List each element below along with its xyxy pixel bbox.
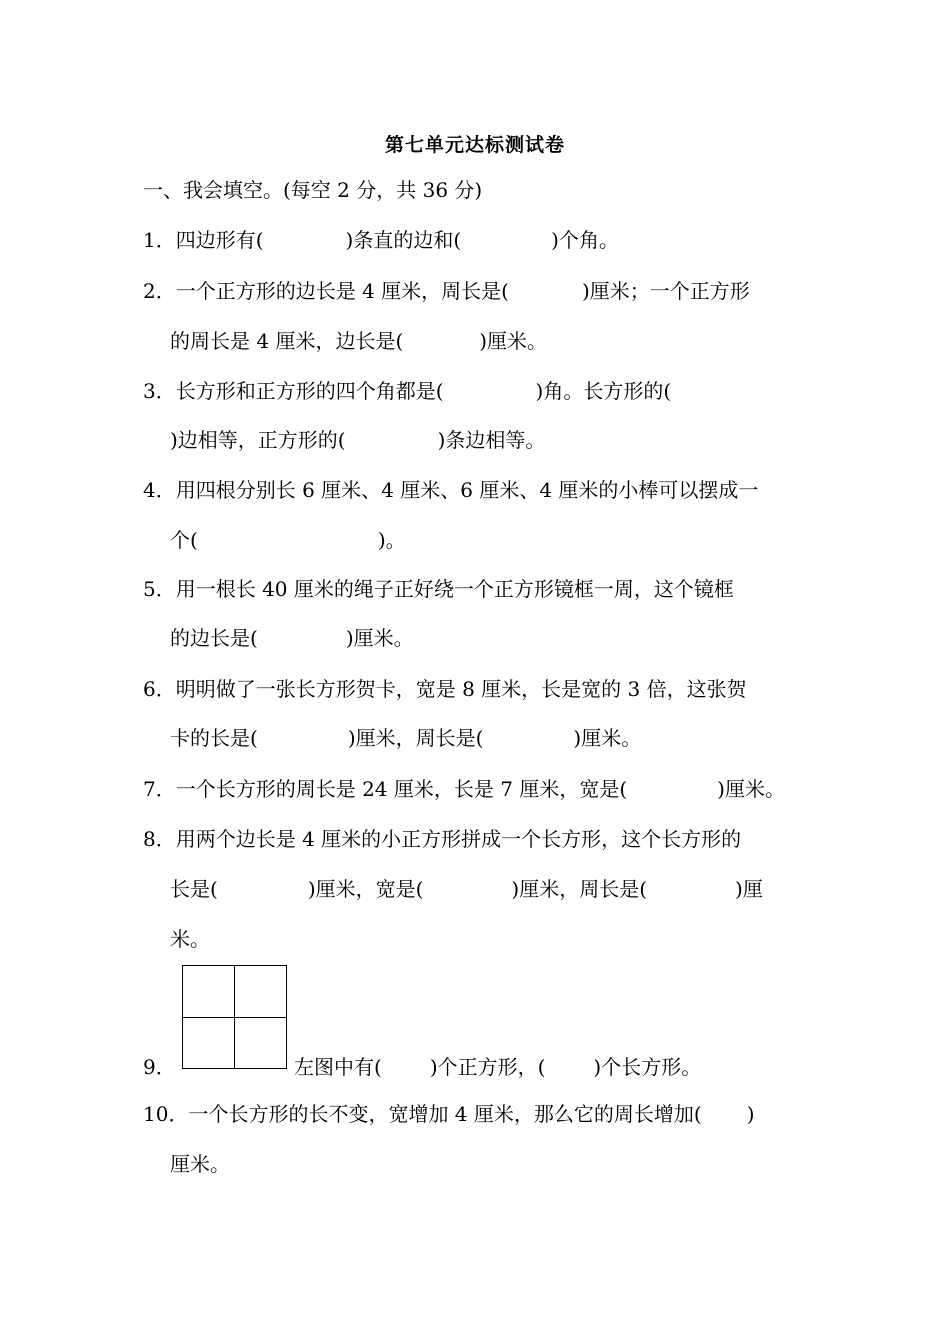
question-5-line-1: 5．用一根长 40 厘米的绳子正好绕一个正方形镜框一周，这个镜框: [143, 577, 734, 601]
q6-text-b: )厘米，周长是(: [347, 726, 484, 750]
q8-text-d: )厘: [735, 877, 763, 901]
q3-text-c: )边相等，正方形的(: [170, 428, 346, 452]
q9-text-a: 左图中有(: [294, 1055, 382, 1079]
q1-text-b: )条直的边和(: [345, 228, 462, 252]
q2-text-a: 2．一个正方形的边长是 4 厘米，周长是(: [143, 279, 509, 303]
question-6-line-2: [170, 728, 641, 748]
q8-text-b: )厘米，宽是(: [307, 877, 424, 901]
question-7: [143, 779, 785, 799]
q6-text-a: 卡的长是(: [170, 726, 258, 750]
section-heading: 一、我会填空。(每空 2 分，共 36 分): [143, 178, 483, 202]
question-3-line-2: [170, 430, 545, 450]
question-2-line-1: [143, 281, 750, 301]
four-square-figure: [182, 965, 287, 1069]
question-10-line-1: [143, 1104, 755, 1124]
q4-text-b: )。: [377, 528, 406, 552]
question-9: [294, 1057, 701, 1077]
question-8-line-2: [170, 879, 763, 899]
question-2-line-2: [170, 331, 547, 351]
question-10-line-2: 厘米。: [170, 1152, 230, 1176]
question-1: [143, 230, 619, 250]
question-8-line-3: 米。: [170, 927, 210, 951]
q10-text-b: ): [746, 1102, 755, 1126]
question-6-line-1: 6．明明做了一张长方形贺卡，宽是 8 厘米，长是宽的 3 倍，这张贺: [143, 677, 747, 701]
question-4-line-2: [170, 530, 406, 550]
q5-text-a: 的边长是(: [170, 626, 258, 650]
q3-text-a: 3．长方形和正方形的四个角都是(: [143, 379, 444, 403]
q1-text-c: )个角。: [551, 228, 619, 252]
q2-text-d: )厘米。: [479, 329, 548, 353]
q3-text-d: )条边相等。: [437, 428, 546, 452]
q6-text-c: )厘米。: [573, 726, 642, 750]
q8-text-a: 长是(: [170, 877, 218, 901]
q1-text-a: 1．四边形有(: [143, 228, 264, 252]
q2-text-b: )厘米；一个正方形: [581, 279, 750, 303]
q9-text-b: )个正方形，(: [429, 1055, 546, 1079]
q10-text-a: 10．一个长方形的长不变，宽增加 4 厘米，那么它的周长增加(: [143, 1102, 702, 1126]
q9-text-c: )个长方形。: [593, 1055, 702, 1079]
q4-text-a: 个(: [170, 528, 198, 552]
q3-text-b: )角。长方形的(: [535, 379, 672, 403]
question-3-line-1: [143, 381, 671, 401]
question-5-line-2: [170, 628, 414, 648]
q7-text-a: 7．一个长方形的周长是 24 厘米，长是 7 厘米，宽是(: [143, 777, 628, 801]
question-4-line-1: 4．用四根分别长 6 厘米、4 厘米、6 厘米、4 厘米的小棒可以摆成一: [143, 478, 759, 502]
q7-text-b: )厘米。: [717, 777, 785, 801]
question-9-number: 9．: [143, 1055, 176, 1079]
q8-text-c: )厘米，周长是(: [511, 877, 648, 901]
q5-text-b: )厘米。: [345, 626, 414, 650]
page-title: 第七单元达标测试卷: [384, 134, 565, 156]
question-8-line-1: 8．用两个边长是 4 厘米的小正方形拼成一个长方形，这个长方形的: [143, 827, 742, 851]
q2-text-c: 的周长是 4 厘米，边长是(: [170, 329, 404, 353]
grid-horizontal-line: [183, 1017, 286, 1018]
